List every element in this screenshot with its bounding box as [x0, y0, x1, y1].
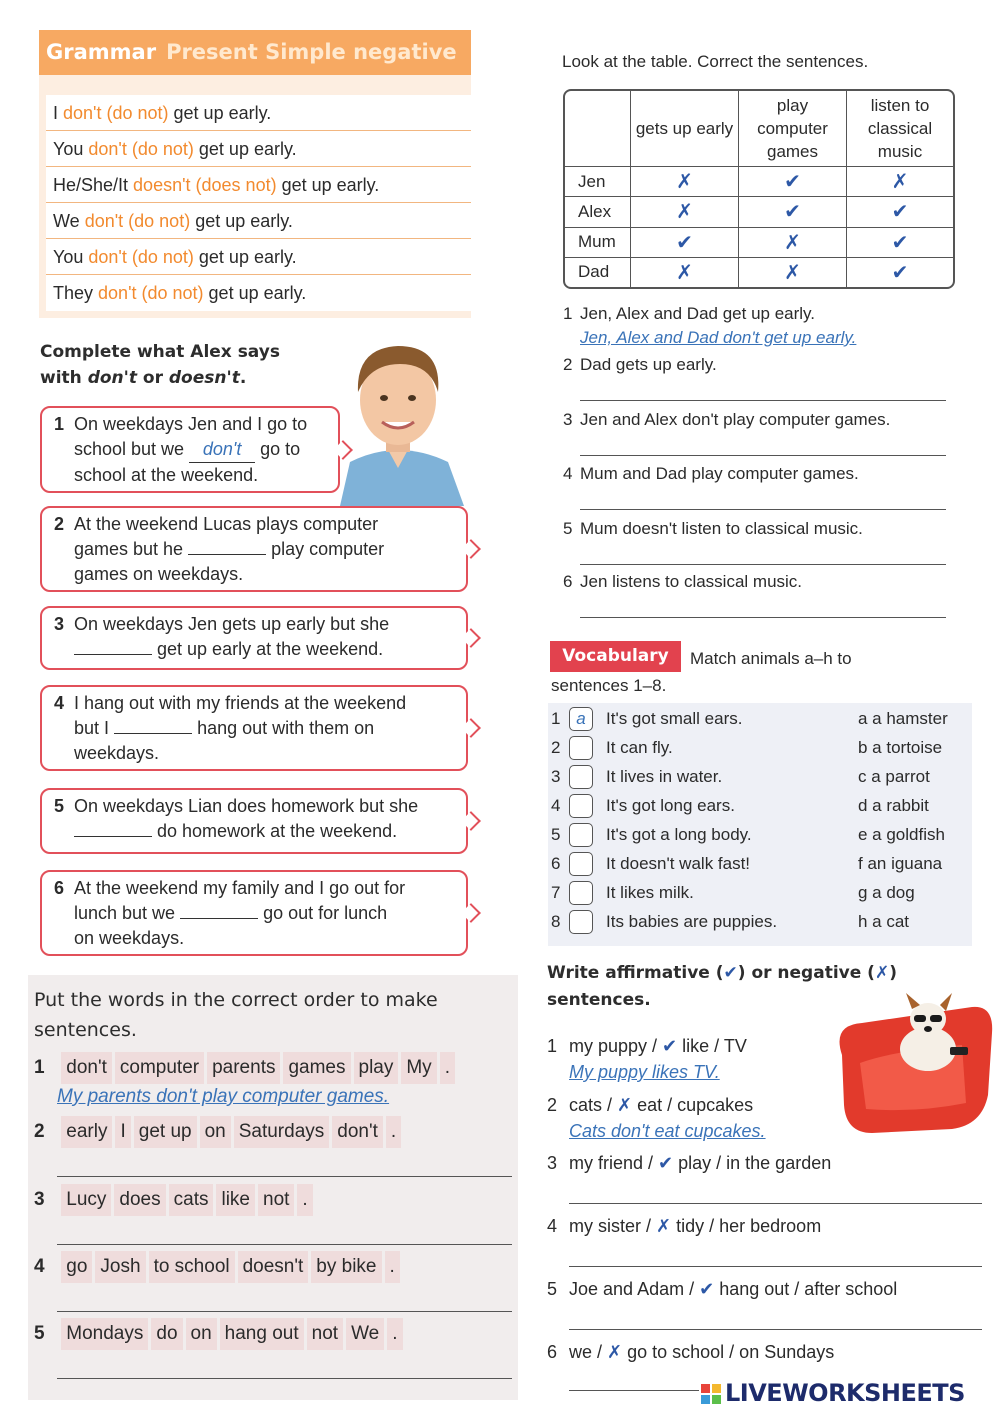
answer-field[interactable] [580, 455, 946, 456]
answer-field[interactable] [57, 1244, 512, 1245]
answer-field[interactable] [180, 901, 258, 919]
answer-field[interactable] [57, 1378, 512, 1379]
table-header: listen to classical music [847, 91, 953, 167]
ability-table: gets up early play computer games listen to classical music Jen ✗ ✔ ✗ Alex ✗ ✔ ✔ Mum ✔ ✗ ✔ Dad ✗ ✗ ✔ [563, 89, 955, 289]
match-row: 5 It's got a long body. e a goldfish [551, 820, 971, 849]
word-order-instruction: Put the words in the correct order to make sentences. [34, 989, 438, 1041]
match-row: 4 It's got long ears. d a rabbit [551, 791, 971, 820]
match-box[interactable] [569, 852, 593, 876]
correct-item: 6 Jen listens to classical music. [563, 572, 803, 591]
match-box[interactable] [569, 765, 593, 789]
answer-field[interactable] [580, 564, 946, 565]
correct-item: 2 Dad gets up early. [563, 355, 717, 374]
speech-bubble: 5 On weekdays Lian does homework but she do homework at the weekend. [40, 788, 468, 854]
complete-instruction: Complete what Alex says with don't or doesn't. [40, 342, 280, 388]
grammar-row: I don't (do not) get up early. [46, 95, 471, 131]
answer-field[interactable] [569, 1203, 982, 1204]
table-instruction: Look at the table. Correct the sentences. [562, 52, 869, 71]
affneg-item: 2 cats / ✗ eat / cupcakes [547, 1095, 754, 1115]
table-header: gets up early [631, 91, 739, 167]
answer-field[interactable] [580, 509, 946, 510]
affneg-item: 3 my friend / ✔ play / in the garden [547, 1153, 832, 1173]
answer-field[interactable] [569, 1390, 699, 1391]
speech-bubble: 1 On weekdays Jen and I go to school but we don't go to school at the weekend. [40, 406, 340, 493]
match-row: 7 It likes milk. g a dog [551, 878, 971, 907]
answer-field[interactable] [580, 400, 946, 401]
word-order-item: 1 don't computer parents games play My . [34, 1052, 458, 1084]
vocabulary-tag: Vocabulary [550, 641, 681, 672]
grammar-label: Grammar [46, 40, 157, 64]
vocabulary-instruction: Match animals a–h to [690, 649, 852, 668]
dog-armchair-illustration [832, 985, 998, 1135]
speech-bubble: 6 At the weekend my family and I go out for lunch but we go out for lunch on weekdays. [40, 870, 468, 956]
grammar-header [39, 30, 471, 75]
affneg-item: 6 we / ✗ go to school / on Sundays [547, 1342, 835, 1362]
answer-field[interactable]: My puppy likes TV. [569, 1062, 720, 1082]
match-box[interactable] [569, 823, 593, 847]
correct-item: 1 Jen, Alex and Dad get up early. [563, 304, 816, 323]
answer-field[interactable] [569, 1329, 982, 1330]
match-row: 1 a It's got small ears. a a hamster [551, 704, 971, 733]
match-box[interactable] [569, 736, 593, 760]
grammar-title: Present Simple negative [166, 40, 457, 64]
match-row: 8 Its babies are puppies. h a cat [551, 907, 971, 936]
grammar-row: You don't (do not) get up early. [46, 239, 471, 275]
logo-icon [700, 1383, 722, 1405]
word-order-item: 4 go Josh to school doesn't by bike . [34, 1251, 403, 1283]
boy-illustration [330, 334, 466, 506]
affneg-item: 4 my sister / ✗ tidy / her bedroom [547, 1216, 822, 1236]
answer-field[interactable] [74, 819, 152, 837]
table-header: play computer games [739, 91, 847, 167]
answer-field[interactable] [188, 537, 266, 555]
answer-field[interactable] [74, 637, 152, 655]
answer-field[interactable]: My parents don't play computer games. [57, 1086, 390, 1107]
affneg-item: 1 my puppy / ✔ like / TV [547, 1036, 747, 1056]
match-box[interactable]: a [569, 707, 593, 731]
correct-item: 4 Mum and Dad play computer games. [563, 464, 859, 483]
liveworksheets-logo: LIVEWORKSHEETS [700, 1378, 995, 1408]
answer-field[interactable] [57, 1176, 512, 1177]
answer-field[interactable]: don't [189, 437, 255, 463]
affneg-instruction: Write affirmative (✔) or negative (✗) sentences. [547, 963, 897, 1010]
correct-item: 5 Mum doesn't listen to classical music. [563, 519, 863, 538]
match-row: 6 It doesn't walk fast! f an iguana [551, 849, 971, 878]
match-row: 2 It can fly. b a tortoise [551, 733, 971, 762]
word-order-item: 3 Lucy does cats like not . [34, 1184, 316, 1216]
answer-field[interactable] [114, 716, 192, 734]
word-order-item: 5 Mondays do on hang out not We . [34, 1318, 406, 1350]
grammar-row: They don't (do not) get up early. [46, 275, 471, 311]
answer-field[interactable]: Jen, Alex and Dad don't get up early. [580, 328, 857, 347]
match-box[interactable] [569, 910, 593, 934]
affneg-item: 5 Joe and Adam / ✔ hang out / after school [547, 1279, 898, 1299]
grammar-row: You don't (do not) get up early. [46, 131, 471, 167]
grammar-row: He/She/It doesn't (does not) get up early. [46, 167, 471, 203]
answer-field[interactable] [580, 617, 946, 618]
correct-item: 3 Jen and Alex don't play computer games. [563, 410, 891, 429]
vocabulary-instruction: sentences 1–8. [551, 676, 667, 695]
speech-bubble: 2 At the weekend Lucas plays computer games but he play computer games on weekdays. [40, 506, 468, 592]
speech-bubble: 4 I hang out with my friends at the weekend but I hang out with them on weekdays. [40, 685, 468, 771]
match-row: 3 It lives in water. c a parrot [551, 762, 971, 791]
speech-bubble: 3 On weekdays Jen gets up early but she get up early at the weekend. [40, 606, 468, 670]
grammar-row: We don't (do not) get up early. [46, 203, 471, 239]
answer-field[interactable] [57, 1311, 512, 1312]
match-box[interactable] [569, 881, 593, 905]
answer-field[interactable] [569, 1266, 982, 1267]
word-order-item: 2 early I get up on Saturdays don't . [34, 1116, 404, 1148]
answer-field[interactable]: Cats don't eat cupcakes. [569, 1121, 766, 1141]
match-box[interactable] [569, 794, 593, 818]
